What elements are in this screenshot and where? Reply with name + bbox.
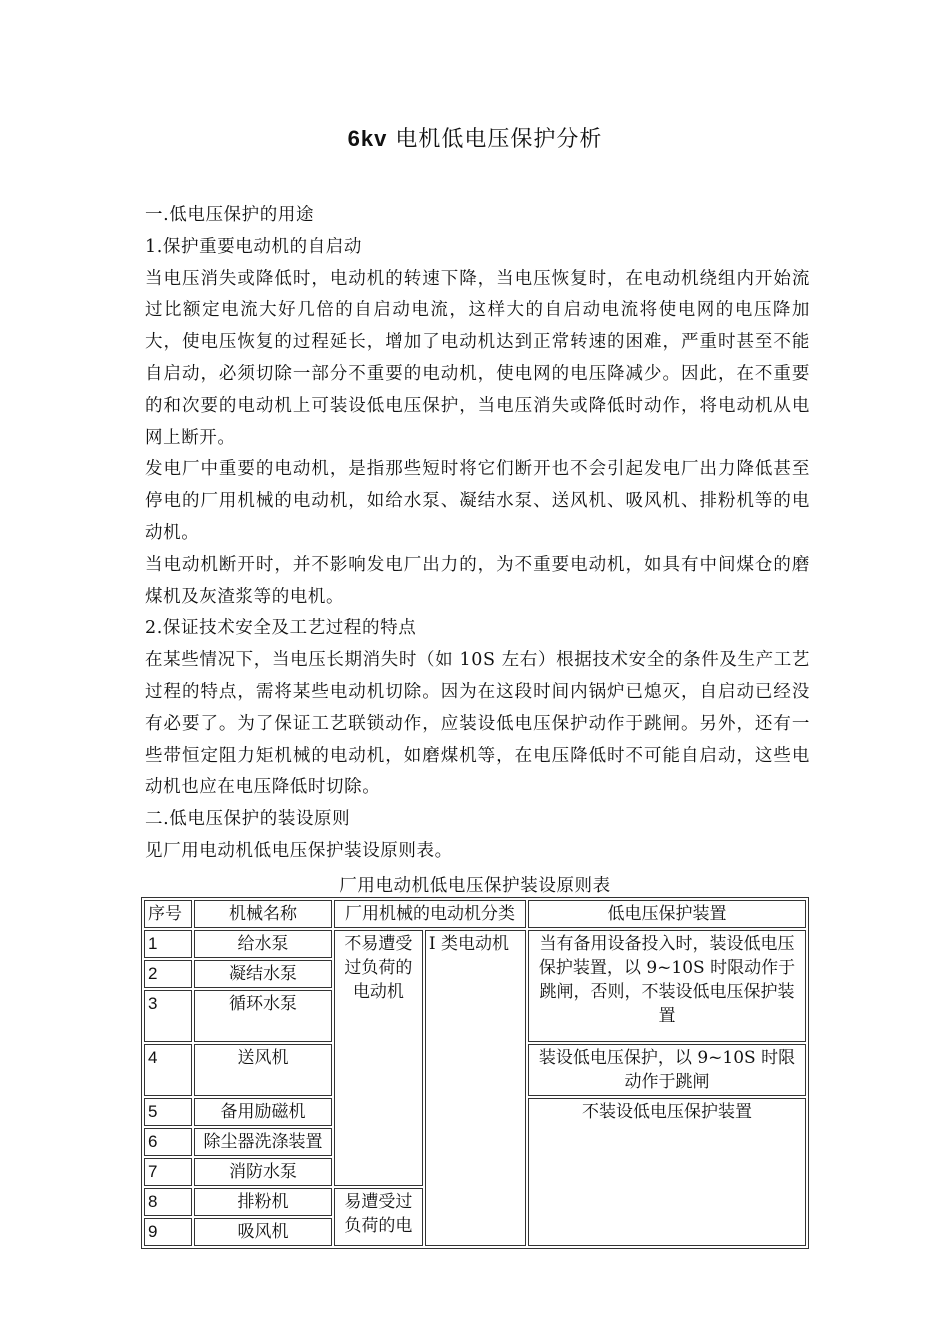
principles-table <box>141 897 809 1249</box>
row-number: 6 <box>144 1128 192 1156</box>
paragraph: 发电厂中重要的电动机，是指那些短时将它们断开也不会引起发电厂出力降低甚至停电的厂用机械的电动机，如给水泵、凝结水泵、送风机、吸风机、排粉机等的电动机。 <box>145 459 810 543</box>
header-cell: 机械名称 <box>194 900 332 928</box>
row-number: 8 <box>144 1188 192 1216</box>
header-cell: 厂用机械的电动机分类 <box>334 900 526 928</box>
machine-name: 排粉机 <box>194 1188 332 1216</box>
row-number: 5 <box>144 1098 192 1126</box>
paragraph: 在某些情况下，当电压长期消失时（如 10S 左右）根据技术安全的条件及生产工艺过程的特点，需将某些电动机切除。因为在这段时间内锅炉已熄灭，自启动已经没有必要了。为了保证工艺联锁动作，应装设低电压保护动作于跳闸。另外，还有一些带恒定阻力矩机械的电动机，如磨煤机等，在电压降低时不可能自启动，这些电动机也应在电压降低时切除。 <box>145 650 810 798</box>
section-heading: 一.低电压保护的用途 <box>145 205 315 225</box>
document-title <box>0 122 950 153</box>
class-cell: 不易遭受过负荷的电动机 <box>334 930 423 1186</box>
section-heading: 二.低电压保护的装设原则 <box>145 809 351 830</box>
machine-name: 送风机 <box>194 1044 332 1096</box>
machine-name: 凝结水泵 <box>194 960 332 988</box>
machine-name: 吸风机 <box>194 1218 332 1246</box>
protection-cell: 当有备用设备投入时，装设低电压保护装置，以 9~10S 时限动作于跳闸，否则，不装设低电压保护装置 <box>528 930 806 1042</box>
machine-name: 除尘器洗涤装置 <box>194 1128 332 1156</box>
row-number: 9 <box>144 1218 192 1246</box>
paragraph: 当电压消失或降低时，电动机的转速下降，当电压恢复时，在电动机绕组内开始流过比额定电流大好几倍的自启动电流，这样大的自启动电流将使电网的电压降加大，使电压恢复的过程延长，增加了电动机达到正常转速的困难，严重时甚至不能自启动，必须切除一部分不重要的电动机，使电网的电压降减少。因此，在不重要的和次要的电动机上可装设低电压保护，当电压消失或降低时动作，将电动机从电网上断开。 <box>145 268 810 448</box>
row-number: 4 <box>144 1044 192 1096</box>
row-number: 2 <box>144 960 192 988</box>
subsection-heading: 2.保证技术安全及工艺过程的特点 <box>145 618 417 639</box>
document-body <box>145 200 810 868</box>
category-cell: I 类电动机 <box>425 930 526 1246</box>
title-text: 电机低电压保护分析 <box>387 127 603 152</box>
machine-name: 循环水泵 <box>194 990 332 1042</box>
paragraph: 当电动机断开时，并不影响发电厂出力的，为不重要电动机，如具有中间煤仓的磨煤机及灰渣浆等的电机。 <box>145 554 810 607</box>
header-cell: 序号 <box>144 900 192 928</box>
machine-name: 给水泵 <box>194 930 332 958</box>
paragraph: 见厂用电动机低电压保护装设原则表。 <box>145 840 453 861</box>
title-bold: 6kv <box>347 126 388 151</box>
subsection-heading: 1.保护重要电动机的自启动 <box>145 236 362 257</box>
header-cell: 低电压保护装置 <box>528 900 806 928</box>
table-header-row <box>144 900 806 928</box>
machine-name: 消防水泵 <box>194 1158 332 1186</box>
class-cell: 易遭受过负荷的电 <box>334 1188 423 1246</box>
table-caption: 厂用电动机低电压保护装设原则表 <box>339 876 611 896</box>
protection-cell: 不装设低电压保护装置 <box>528 1098 806 1246</box>
row-number: 1 <box>144 930 192 958</box>
row-number: 7 <box>144 1158 192 1186</box>
machine-name: 备用励磁机 <box>194 1098 332 1126</box>
row-number: 3 <box>144 990 192 1042</box>
protection-cell: 装设低电压保护，以 9~10S 时限动作于跳闸 <box>528 1044 806 1096</box>
table-row <box>144 930 806 958</box>
